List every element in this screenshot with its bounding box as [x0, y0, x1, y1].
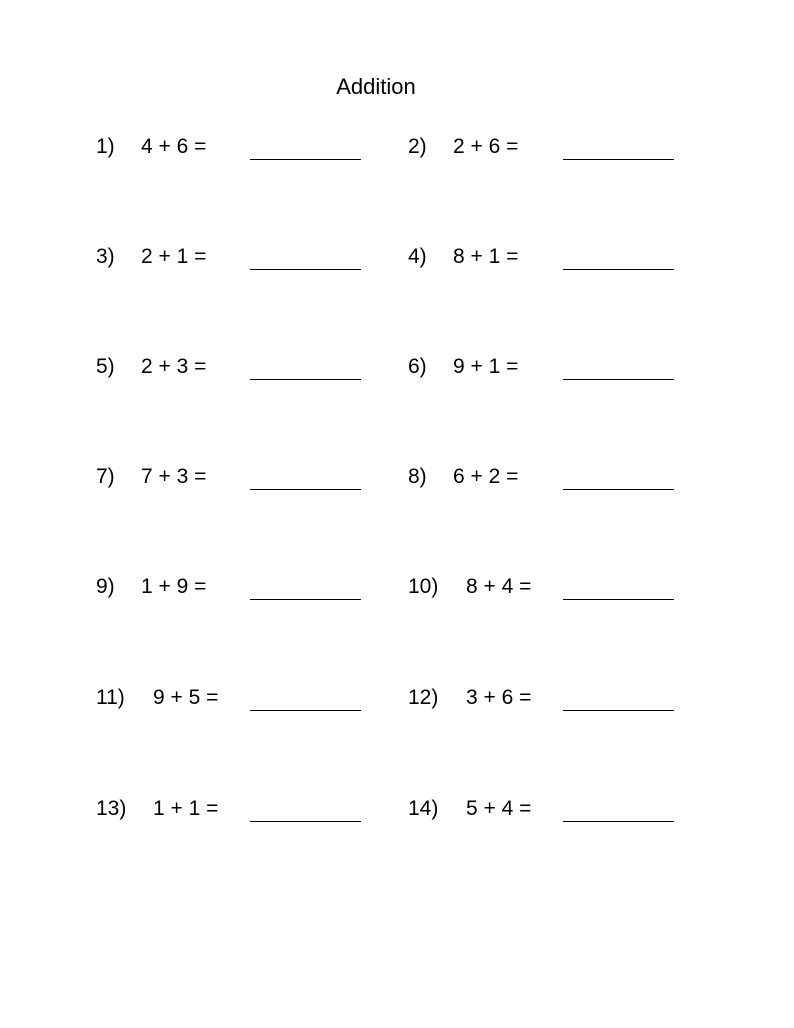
- answer-blank[interactable]: [250, 599, 361, 600]
- problem-number: 8): [408, 465, 427, 488]
- problem-number: 3): [96, 245, 115, 268]
- answer-blank[interactable]: [563, 710, 674, 711]
- answer-blank[interactable]: [563, 489, 674, 490]
- problem-expression: 6 + 2 =: [453, 465, 519, 488]
- answer-blank[interactable]: [563, 821, 674, 822]
- problem-5: [96, 354, 426, 384]
- problem-number: 5): [96, 355, 115, 378]
- problem-number: 6): [408, 355, 427, 378]
- problem-number: 4): [408, 245, 427, 268]
- problem-1: [96, 134, 426, 164]
- worksheet-title: Addition: [336, 74, 416, 99]
- problem-number: 13): [96, 797, 127, 820]
- answer-blank[interactable]: [250, 379, 361, 380]
- problem-expression: 3 + 6 =: [466, 686, 532, 709]
- problem-12: [408, 685, 738, 715]
- problem-expression: 2 + 6 =: [453, 135, 519, 158]
- problem-4: [408, 244, 738, 274]
- problem-14: [408, 796, 738, 826]
- problem-number: 7): [96, 465, 115, 488]
- problem-number: 11): [96, 686, 125, 709]
- answer-blank[interactable]: [563, 159, 674, 160]
- problem-expression: 4 + 6 =: [141, 135, 207, 158]
- answer-blank[interactable]: [563, 269, 674, 270]
- answer-blank[interactable]: [563, 379, 674, 380]
- problem-expression: 2 + 3 =: [141, 355, 207, 378]
- problem-3: [96, 244, 426, 274]
- problem-expression: 2 + 1 =: [141, 245, 207, 268]
- problem-expression: 1 + 1 =: [153, 797, 219, 820]
- problem-expression: 8 + 4 =: [466, 575, 532, 598]
- problem-number: 2): [408, 135, 427, 158]
- problem-6: [408, 354, 738, 384]
- problem-13: [96, 796, 426, 826]
- problem-11: [96, 685, 426, 715]
- problem-number: 1): [96, 135, 115, 158]
- answer-blank[interactable]: [250, 269, 361, 270]
- answer-blank[interactable]: [250, 710, 361, 711]
- problem-8: [408, 464, 738, 494]
- answer-blank[interactable]: [250, 489, 361, 490]
- problem-number: 12): [408, 686, 439, 709]
- problem-2: [408, 134, 738, 164]
- problem-expression: 9 + 1 =: [453, 355, 519, 378]
- problem-10: [408, 574, 738, 604]
- answer-blank[interactable]: [250, 159, 361, 160]
- answer-blank[interactable]: [250, 821, 361, 822]
- problem-9: [96, 574, 426, 604]
- problem-expression: 7 + 3 =: [141, 465, 207, 488]
- problem-expression: 8 + 1 =: [453, 245, 519, 268]
- problem-expression: 5 + 4 =: [466, 797, 532, 820]
- problem-expression: 9 + 5 =: [153, 686, 219, 709]
- answer-blank[interactable]: [563, 599, 674, 600]
- problem-expression: 1 + 9 =: [141, 575, 207, 598]
- problem-number: 10): [408, 575, 439, 598]
- problem-7: [96, 464, 426, 494]
- problem-number: 14): [408, 797, 439, 820]
- problem-number: 9): [96, 575, 115, 598]
